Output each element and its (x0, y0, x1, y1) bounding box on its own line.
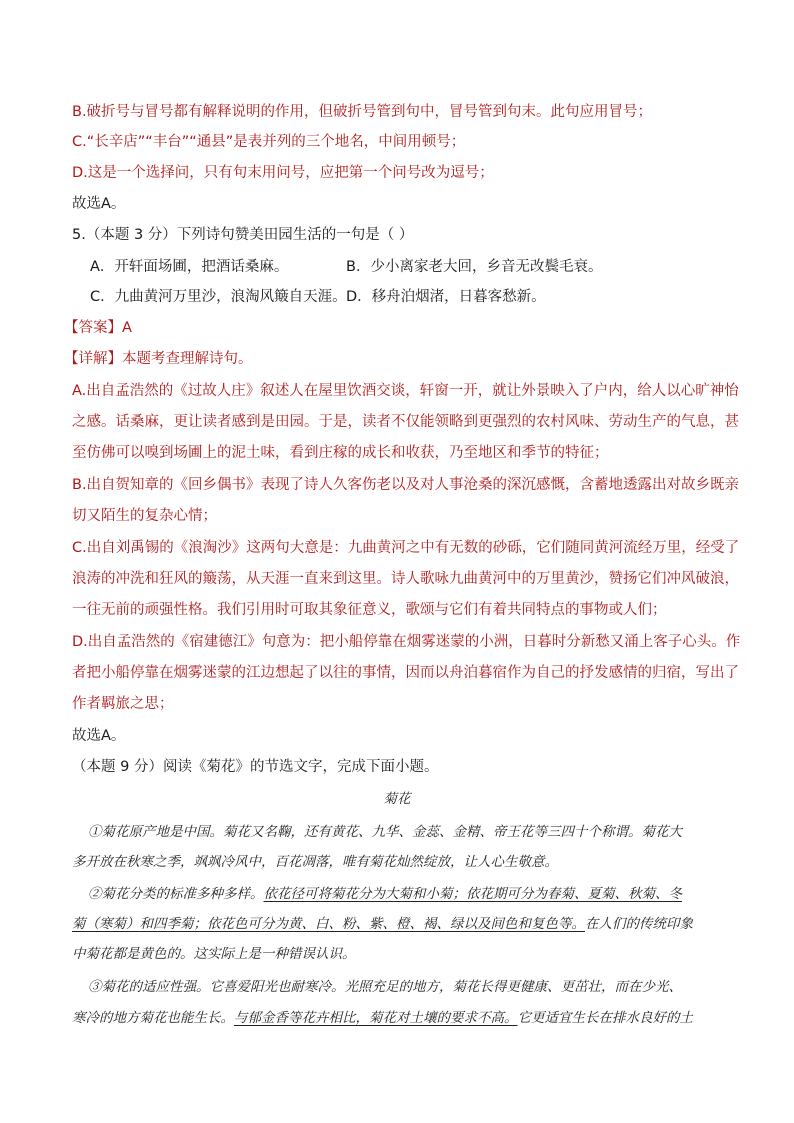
passage-p3-text: 它更适宜生长在排水良好的土 (517, 1010, 693, 1026)
q4-analysis-d: D.这是一个选择问，只有句末用问号，应把第一个问号改为逗号； (72, 165, 494, 181)
passage-title: 菊花 (383, 791, 411, 807)
passage-p2-line3: 中菊花都是黄色的。这实际上是一种错误认识。 (72, 946, 356, 962)
passage-p2-line1 (88, 884, 724, 904)
passage-p1-line: ①菊花原产地是中国。菊花又名鞠，还有黄花、九华、金蕊、金精、帝王花等三四十个称谓。菊花大 (88, 824, 682, 840)
passage-p2-text: ②菊花分类的标准多种多样。 (88, 886, 264, 902)
q5-analysis-b-line: B.出自贺知章的《回乡偶书》表现了诗人久客伤老以及对人事沧桑的深沉感慨，含蓄地透露出对故乡既亲 (72, 477, 740, 493)
passage-p2-underlined: 依花径可将菊花分为大菊和小菊；依花期可分为春菊、夏菊、秋菊、冬 (263, 886, 682, 902)
passage-p1-line: 多开放在秋寒之季，飒飒冷风中，百花凋落，唯有菊花灿然绽放，让人心生敬意。 (72, 854, 558, 870)
q5-analysis-c-line: 一往无前的顽强性格。我们引用时可取其象征意义，歌颂与它们有着共同特点的事物或人们； (72, 602, 667, 618)
passage-p3-underlined: 与郁金香等花卉相比，菊花对土壤的要求不高。 (234, 1010, 518, 1026)
passage-p2-text: 在人们的传统印象 (585, 916, 693, 932)
q5-option-d: D．移舟泊烟渚，日暮客愁新。 (346, 289, 546, 305)
passage-p2-line2 (72, 914, 724, 934)
passage-p3-text: 寒冷的地方菊花也能生长。 (72, 1010, 234, 1026)
q4-conclusion: 故选A。 (72, 196, 126, 212)
q5-analysis-a-line: A.出自孟浩然的《过故人庄》叙述人在屋里饮酒交谈，轩窗一开，就让外景映入了户内，给人以心旷神怡 (72, 383, 739, 399)
q5-conclusion: 故选A。 (72, 728, 126, 744)
q5-option-b: B．少小离家老大回，乡音无改鬓毛衰。 (346, 259, 603, 275)
q5-detail-intro: 【详解】本题考查理解诗句。 (64, 351, 253, 367)
q5-analysis-c-line: C.出自刘禹锡的《浪淘沙》这两句大意是：九曲黄河之中有无数的砂砾，它们随同黄河流经万里，经受了 (72, 540, 740, 556)
q5-analysis-d-line: 者把小船停靠在烟雾迷蒙的江边想起了以往的事情，因而以舟泊暮宿作为自己的抒发感情的归宿，写出了 (72, 665, 739, 681)
passage-p3-line1: ③菊花的适应性强。它喜爱阳光也耐寒冷。光照充足的地方，菊花长得更健康、更茁壮，而在少光、 (88, 979, 682, 995)
q5-option-a: A．开轩面场圃，把酒话桑麻。 (90, 259, 289, 275)
q5-analysis-d-line: D.出自孟浩然的《宿建德江》句意为：把小船停靠在烟雾迷蒙的小洲，日暮时分新愁又涌上客子心头。作 (72, 634, 741, 650)
q4-analysis-b: B.破折号与冒号都有解释说明的作用，但破折号管到句中，冒号管到句末。此句应用冒号； (72, 104, 653, 120)
q5-analysis-d-line: 作者羁旅之思； (72, 696, 174, 712)
q5-answer: 【答案】A (64, 320, 132, 336)
q5-option-c: C．九曲黄河万里沙，浪淘风簸自天涯。 (90, 289, 347, 305)
reading-intro: （本题 9 分）阅读《菊花》的节选文字，完成下面小题。 (72, 759, 439, 775)
q5-analysis-c-line: 浪涛的冲洗和狂风的簸荡，从天涯一直来到这里。诗人歌咏九曲黄河中的万里黄沙，赞扬它们冲风破浪， (72, 571, 739, 587)
q5-analysis-b-line: 切又陌生的复杂心情； (72, 508, 217, 524)
passage-p2-underlined: 菊（寒菊）和四季菊；依花色可分为黄、白、粉、紫、橙、褐、绿以及间色和复色等。 (72, 916, 585, 932)
q5-stem: 5.（本题 3 分）下列诗句赞美田园生活的一句是（ ） (72, 227, 414, 243)
q5-analysis-a-line: 之感。话桑麻，更让读者感到是田园。于是，读者不仅能领略到更强烈的农村风味、劳动生产的气息，甚 (72, 414, 739, 430)
q4-analysis-c: C.“长辛店”“丰台”“通县”是表并列的三个地名，中间用顿号； (72, 134, 466, 150)
q5-analysis-a-line: 至仿佛可以嗅到场圃上的泥土味，看到庄稼的成长和收获，乃至地区和季节的特征； (72, 445, 609, 461)
passage-p3-line2 (72, 1008, 724, 1028)
